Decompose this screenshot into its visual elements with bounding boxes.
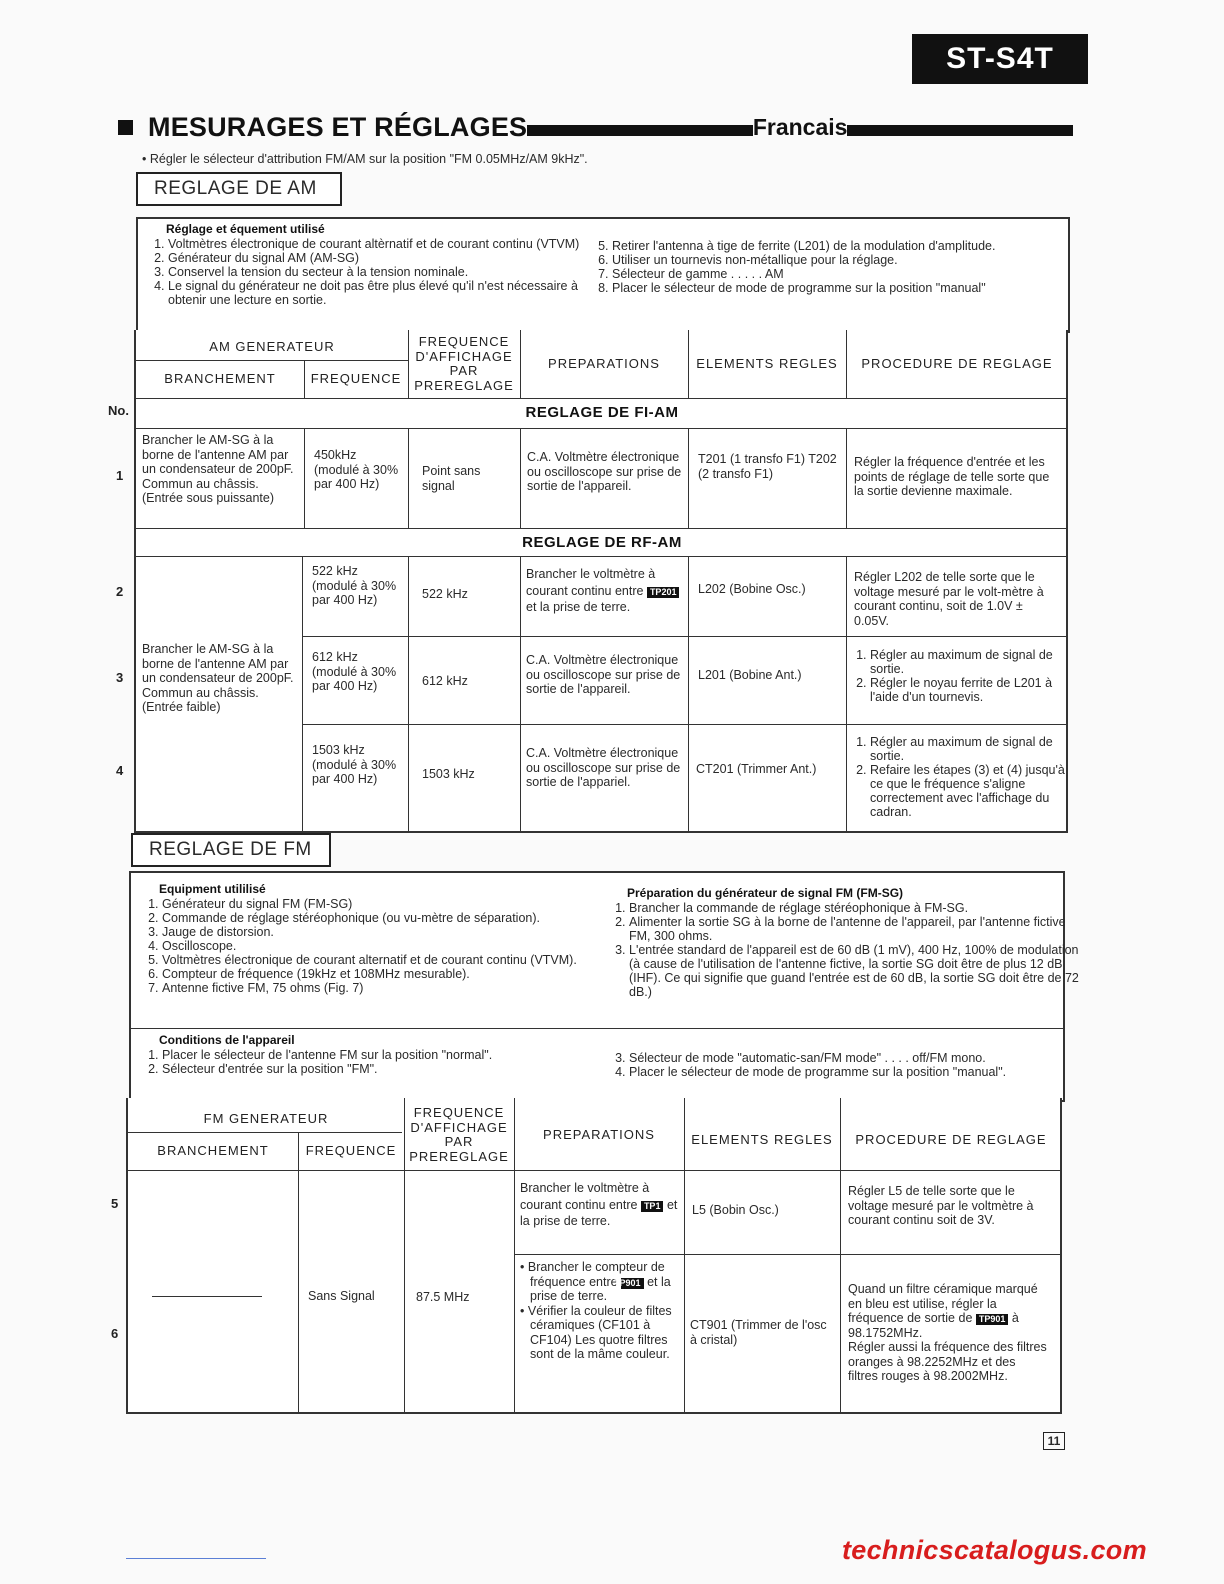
- am-equipment-panel: [136, 217, 1070, 333]
- list-item: 3. L'entrée standard de l'appareil est de 60 dB (1 mV), 400 Hz, 100% de modulation (à cause de l'utilisation de l'antenne fictive, la sortie SG doit être de plus 12 dB (IHF). Ce qui signifie que guand l'entrée est de 60 dB, la sortie SG doit être de 72 dB.): [629, 943, 1081, 999]
- am-table: [134, 330, 1068, 833]
- model-badge: ST-S4T: [912, 34, 1088, 84]
- list-item: 4. Oscilloscope.: [162, 939, 622, 953]
- fm-affichage-header: FREQUENCE D'AFFICHAGE PAR PREREGLAGE: [409, 1105, 509, 1164]
- fm-row6-preparations: [520, 1260, 680, 1362]
- fm-row5-procedure: Régler L5 de telle sorte que le voltage mesuré par le voltmètre à courant continu soit de 3V.: [848, 1184, 1034, 1227]
- am-row4-no: 4: [116, 763, 124, 778]
- fm-elements-header: ELEMENTS REGLES: [691, 1131, 833, 1147]
- am-row2-elements: L202 (Bobine Osc.): [698, 582, 806, 596]
- list-item: 4. Placer le sélecteur de mode de programme sur la position "manual".: [629, 1065, 1089, 1079]
- fm-branchement-header: BRANCHEMENT: [157, 1142, 269, 1158]
- fm-row6-proc-text-b: à 98.1752MHz.: [848, 1311, 1019, 1340]
- list-item: 1. Brancher la commande de réglage stéréophonique à FM-SG.: [629, 901, 1081, 915]
- am-row4-preparations: C.A. Voltmètre électronique ou oscilloscope sur prise de sortie de l'appariel.: [526, 746, 681, 789]
- fm-frequence-value: Sans Signal: [308, 1289, 375, 1303]
- am-row1-branchement: Brancher le AM-SG à la borne de l'antenne AM par un condensateur de 200pF. Commun au châssis. (Entrée sous puissante): [142, 433, 294, 505]
- fm-procedure-header: PROCEDURE DE REGLAGE: [855, 1131, 1047, 1147]
- list-item: 1. Régler au maximum de signal de sortie.: [870, 735, 1070, 763]
- am-row2-prep-text-a: Brancher le voltmètre à courant continu entre: [526, 567, 656, 598]
- am-equipment-list-left: [142, 237, 580, 307]
- am-row3-no: 3: [116, 670, 124, 685]
- list-item: 2. Alimenter la sortie SG à la borne de l'antenne de l'appareil, par l'antenne fictive FM, 300 ohms.: [629, 915, 1081, 943]
- list-item: 1. Placer le sélecteur de l'antenne FM sur la position "normal".: [162, 1048, 602, 1062]
- fm-row5-prep-text-b: et la prise de terre.: [520, 1197, 678, 1228]
- am-frequence-header: FREQUENCE: [310, 370, 402, 386]
- am-procedure-header: PROCEDURE DE REGLAGE: [861, 355, 1053, 371]
- intro-note: • Régler le sélecteur d'attribution FM/AM sur la position "FM 0.05MHz/AM 9kHz".: [142, 152, 588, 166]
- list-item: 3. Jauge de distorsion.: [162, 925, 622, 939]
- list-item: 5. Voltmètres électronique de courant alternatif et de courant continu (VTVM).: [162, 953, 622, 967]
- am-row4-frequence: 1503 kHz (modulé à 30% par 400 Hz): [312, 743, 397, 786]
- list-item: 4. Le signal du générateur ne doit pas être plus élevé qu'il n'est nécessaire à obtenir une lecture en sortie.: [168, 279, 580, 307]
- fm-section-title: REGLAGE DE FM: [131, 833, 331, 867]
- am-row1-no: 1: [116, 468, 124, 483]
- tp901-tag: TP901: [976, 1314, 1009, 1325]
- list-item: 2. Générateur du signal AM (AM-SG): [168, 251, 580, 265]
- am-row1-procedure: Régler la fréquence d'entrée et les points de réglage de telle sorte que la sortie devienne maximale.: [854, 455, 1050, 498]
- fm-cond-list-left: [136, 1048, 602, 1076]
- am-preparations-header: PREPARATIONS: [548, 355, 660, 371]
- am-row2-prep-text-b: et la prise de terre.: [526, 600, 631, 614]
- fm-row6-proc-text-a: Quand un filtre céramique marqué en bleu est utilise, régler la fréquence de sortie de: [848, 1282, 1038, 1325]
- am-row1-elements: T201 (1 transfo F1) T202 (2 transfo F1): [698, 452, 837, 481]
- am-row1-affichage: Point sans signal: [422, 464, 481, 493]
- fm-row5-elements: L5 (Bobin Osc.): [692, 1203, 779, 1217]
- fm-row6-prep-item-1: • Brancher le compteur de fréquence entre TP901 et la prise de terre.: [520, 1260, 671, 1303]
- list-item: 8. Placer le sélecteur de mode de programme sur la position "manual": [612, 281, 1052, 295]
- heading-square-icon: [118, 120, 133, 135]
- fm-equipment-panel: [129, 871, 1079, 1102]
- page-heading: [118, 110, 1073, 144]
- am-row2-preparations: [526, 566, 684, 616]
- fm-prep-list: [603, 901, 1081, 999]
- am-row1-preparations: C.A. Voltmètre électronique ou oscilloscope sur prise de sortie de l'appareil.: [527, 450, 682, 493]
- tp901-tag: TP901: [621, 1278, 644, 1289]
- am-row1-frequence: 450kHz (modulé à 30% par 400 Hz): [314, 448, 399, 491]
- fm-row5-preparations: [520, 1180, 678, 1230]
- fm-row5-no: 5: [111, 1196, 119, 1211]
- am-rf-branchement: Brancher le AM-SG à la borne de l'antenne AM par un condensateur de 200pF. Commun au châssis. (Entrée faible): [142, 642, 294, 714]
- am-row2-procedure: Régler L202 de telle sorte que le voltage mesuré par le volt-mètre à courant continu, soit de 1.0V ± 0.05V.: [854, 570, 1044, 628]
- am-no-label: No.: [108, 403, 129, 418]
- am-row3-affichage: 612 kHz: [422, 674, 468, 688]
- fm-row6-proc-text-c: Régler aussi la fréquence des filtres oranges à 98.2252MHz et des filtres rouges à 98.2002MHz.: [848, 1340, 1047, 1383]
- fm-prep-title: Préparation du générateur de signal FM (FM-SG): [627, 886, 904, 900]
- am-affichage-header: FREQUENCE D'AFFICHAGE PAR PREREGLAGE: [414, 334, 514, 393]
- fm-row6-prep1-text-a: Brancher le compteur de fréquence entre: [527, 1260, 665, 1289]
- am-row3-elements: L201 (Bobine Ant.): [698, 668, 802, 682]
- fm-row6-prep1-text-b: et la prise de terre.: [530, 1274, 671, 1303]
- fm-cond-title: Conditions de l'appareil: [159, 1033, 295, 1047]
- am-row2-frequence: 522 kHz (modulé à 30% par 400 Hz): [312, 564, 397, 607]
- fm-cond-list-right: [603, 1051, 1089, 1079]
- tp201-tag: TP201: [647, 587, 680, 598]
- fm-frequence-header: FREQUENCE: [305, 1142, 397, 1158]
- am-equipment-title: Réglage et équement utilisé: [166, 222, 325, 236]
- am-row2-affichage: 522 kHz: [422, 587, 468, 601]
- fm-equipment-title: Equipment utililisé: [159, 882, 266, 896]
- list-item: 1. Voltmètres électronique de courant altèrnatif et de courant continu (VTVM): [168, 237, 580, 251]
- am-row4-affichage: 1503 kHz: [422, 767, 475, 781]
- am-row3-preparations: C.A. Voltmètre électronique ou oscilloscope sur prise de sortie de l'appareil.: [526, 653, 681, 696]
- fm-preparations-header: PREPARATIONS: [543, 1126, 655, 1142]
- am-fi-section-title: REGLAGE DE FI-AM: [525, 404, 679, 421]
- am-row3-procedure: [852, 648, 1066, 704]
- page-number: 11: [1043, 1432, 1065, 1450]
- fm-row6-prep-item-2: • Vérifier la couleur de filtes céramiques (CF101 à CF104) Les quotre filtres sont de la mâme couleur.: [520, 1303, 672, 1361]
- fm-table: [126, 1098, 1062, 1414]
- am-elements-header: ELEMENTS REGLES: [696, 355, 838, 371]
- list-item: 2. Régler le noyau ferrite de L201 à l'aide d'un tournevis.: [870, 676, 1066, 704]
- list-item: 7. Antenne fictive FM, 75 ohms (Fig. 7): [162, 981, 622, 995]
- heading-rule-end: [847, 125, 1073, 136]
- tp1-tag: TP1: [641, 1201, 664, 1212]
- list-item: 6. Utiliser un tournevis non-métallique pour la réglage.: [612, 253, 1052, 267]
- list-item: 5. Retirer l'antenna à tige de ferrite (L201) de la modulation d'amplitude.: [612, 239, 1052, 253]
- am-row4-elements: CT201 (Trimmer Ant.): [696, 762, 817, 776]
- fm-row6-elements: CT901 (Trimmer de l'osc à cristal): [690, 1318, 827, 1347]
- list-item: 2. Refaire les étapes (3) et (4) jusqu'à ce que le fréquence s'aligne correctement avec l'affichage du cadran.: [870, 763, 1070, 819]
- footer-link-line: [126, 1558, 266, 1559]
- fm-affichage-value: 87.5 MHz: [416, 1290, 470, 1304]
- list-item: 1. Générateur du signal FM (FM-SG): [162, 897, 622, 911]
- list-item: 3. Sélecteur de mode "automatic-san/FM mode" . . . . off/FM mono.: [629, 1051, 1089, 1065]
- am-row2-no: 2: [116, 584, 124, 599]
- am-equipment-list-right: [586, 239, 1052, 295]
- am-row3-frequence: 612 kHz (modulé à 30% par 400 Hz): [312, 650, 397, 693]
- list-item: 3. Conservel la tension du secteur à la tension nominale.: [168, 265, 580, 279]
- am-branchement-header: BRANCHEMENT: [164, 370, 276, 386]
- list-item: 2. Sélecteur d'entrée sur la position "FM".: [162, 1062, 602, 1076]
- language-label: Francais: [752, 113, 848, 140]
- heading-rule: [527, 125, 753, 136]
- list-item: 1. Régler au maximum de signal de sortie.: [870, 648, 1066, 676]
- watermark: technicscatalogus.com: [842, 1535, 1147, 1565]
- list-item: 7. Sélecteur de gamme . . . . . AM: [612, 267, 1052, 281]
- fm-row5-prep-text-a: Brancher le voltmètre à courant continu entre: [520, 1181, 650, 1212]
- am-section-title: REGLAGE DE AM: [136, 172, 342, 206]
- am-row4-procedure: [852, 735, 1070, 819]
- list-item: 6. Compteur de fréquence (19kHz et 108MHz mesurable).: [162, 967, 622, 981]
- fm-row6-no: 6: [111, 1326, 119, 1341]
- fm-row6-prep2-text: Vérifier la couleur de filtes céramiques (CF101 à CF104) Les quotre filtres sont de la mâme couleur.: [527, 1303, 672, 1361]
- am-generator-header: AM GENERATEUR: [209, 338, 335, 354]
- fm-row6-procedure: [848, 1282, 1048, 1384]
- fm-generator-header: FM GENERATEUR: [203, 1110, 329, 1126]
- am-rf-section-title: REGLAGE DE RF-AM: [522, 534, 682, 551]
- fm-equipment-list: [136, 897, 622, 995]
- list-item: 2. Commande de réglage stéréophonique (ou vu-mètre de séparation).: [162, 911, 622, 925]
- page-title: MESURAGES ET RÉGLAGES: [148, 111, 528, 142]
- fm-branchement-dash: [152, 1296, 262, 1297]
